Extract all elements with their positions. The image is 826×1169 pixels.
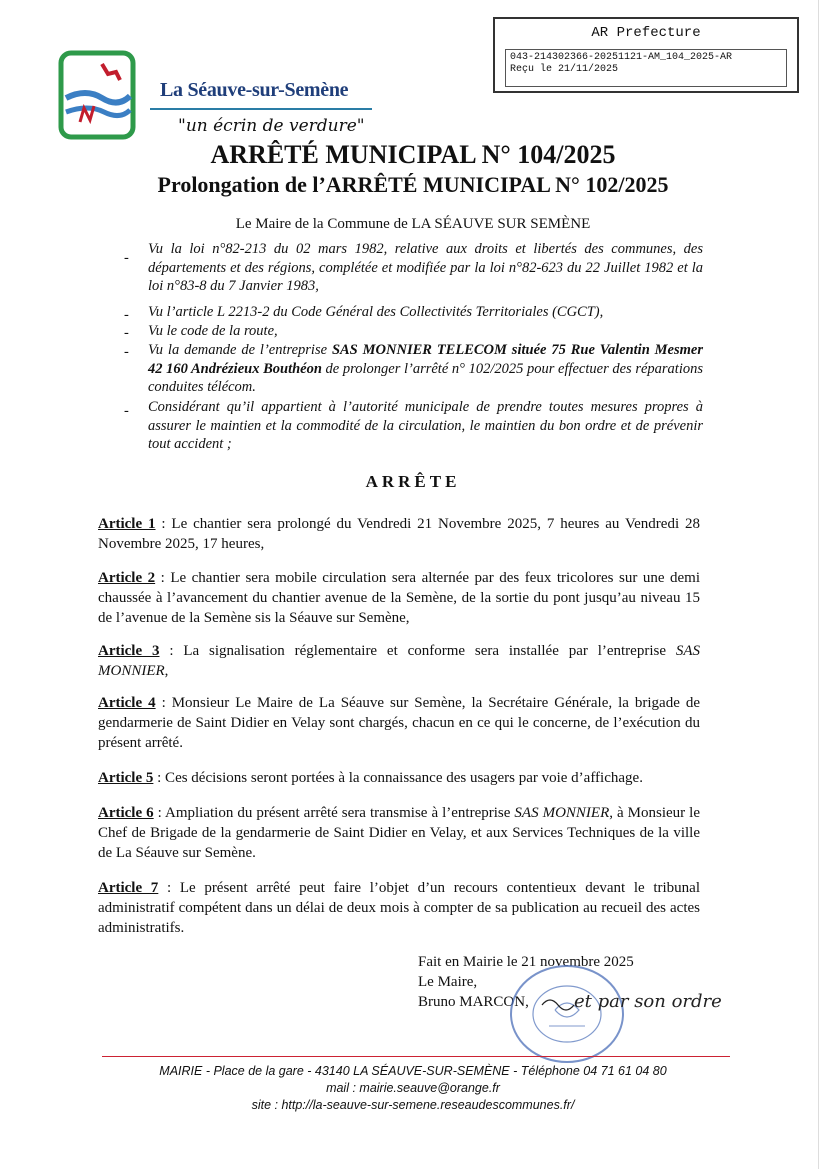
article-label: Article 7 [98, 880, 159, 896]
article-label: Article 4 [98, 695, 156, 711]
article-tail: , à Monsieur le Chef de Brigade de la gendarmerie de Saint Didier en Velay, et aux Services Techniques de la ville de La Séauve sur Semène. [98, 805, 700, 861]
signature-role: Le Maire, [418, 974, 478, 990]
article-company: SAS MONNIER [514, 805, 610, 821]
article-1 [98, 514, 700, 554]
arrete-heading: ARRÊTE [365, 472, 461, 491]
bullet-dash: - [124, 307, 129, 323]
article-text: : Monsieur Le Maire de La Séauve sur Semène, la Secrétaire Générale, la brigade de gendarmerie de Saint Didier en Velay sont chargés, chacun en ce qui le concerne, de l’exécution du présent arrêté. [98, 695, 700, 751]
article-label: Article 6 [98, 805, 154, 821]
footer-site[interactable]: site : http://la-seauve-sur-semene.reseaudescommunes.fr/ [251, 1098, 575, 1112]
bullet-dash: - [124, 403, 129, 419]
considerant-5: Considérant qu’il appartient à l’autorité municipale de prendre toutes mesures propres à assurer le maintien et la commodité de la circulation, le maintien du bon ordre et de prévenir tout accident ; [148, 399, 703, 452]
handwritten-text: et par son ordre [574, 991, 722, 1012]
article-text: : Ampliation du présent arrêté sera transmise à l’entreprise [153, 805, 515, 821]
article-4 [98, 693, 700, 753]
footer-divider [102, 1056, 730, 1057]
article-2 [98, 568, 700, 628]
town-name: La Séauve-sur-Semène [160, 79, 349, 101]
ar-title: AR Prefecture [591, 25, 701, 41]
article-company: SAS MONNIER [98, 643, 700, 679]
considerant-3: Vu le code de la route, [148, 323, 278, 339]
considerant-4-intro: Vu la demande de l’entreprise [148, 342, 332, 358]
article-label: Article 5 [98, 770, 154, 786]
article-label: Article 2 [98, 570, 156, 586]
article-3 [98, 641, 700, 681]
considerant-4-end: de prolonger l’arrêté n° 102/2025 pour effectuer des réparations conduites télécom. [148, 360, 703, 395]
town-logo-icon [58, 50, 136, 140]
mayor-line: Le Maire de la Commune de LA SÉAUVE SUR SEMÈNE [235, 216, 591, 232]
considerant-1: Vu la loi n°82-213 du 02 mars 1982, relative aux droits et libertés des communes, des départements et des régions, complétée et modifiée par la loi n°82-623 du 22 Juillet 1982 et la loi n°83-8 du 7 Janvier 1983, [148, 241, 703, 294]
article-text: : Le chantier sera prolongé du Vendredi 21 Novembre 2025, 7 heures au Vendredi 28 Novembre 2025, 17 heures, [98, 516, 700, 552]
footer-mail[interactable]: mail : mairie.seauve@orange.fr [326, 1081, 500, 1095]
ar-received: Reçu le 21/11/2025 [510, 64, 619, 75]
company-name: SAS MONNIER TELECOM située 75 Rue Valentin Mesmer 42 160 Andrézieux Bouthéon [148, 342, 703, 377]
footer-address: MAIRIE - Place de la gare - 43140 LA SÉAUVE-SUR-SEMÈNE - Téléphone 04 71 61 04 80 [159, 1064, 667, 1078]
town-slogan: "un écrin de verdure" [178, 116, 365, 136]
signature-place-date: Fait en Mairie le 21 novembre 2025 [418, 954, 634, 970]
article-tail: , [164, 663, 169, 679]
article-6 [98, 803, 700, 863]
page-subtitle: Prolongation de l’ARRÊTÉ MUNICIPAL N° 102/2025 [157, 172, 669, 197]
article-label: Article 1 [98, 516, 156, 532]
ar-reference: 043-214302366-20251121-AM_104_2025-AR [510, 52, 733, 63]
article-text: : Le présent arrêté peut faire l’objet d’un recours contentieux devant le tribunal administratif compétent dans un délai de deux mois à compter de sa publication au recueil des actes administratifs. [98, 880, 700, 936]
considerant-2: Vu l’article L 2213-2 du Code Général des Collectivités Territoriales (CGCT), [148, 304, 604, 320]
bullet-dash: - [124, 250, 129, 266]
signature-name: Bruno MARCON, [418, 994, 529, 1010]
page-title: ARRÊTÉ MUNICIPAL N° 104/2025 [210, 140, 616, 169]
article-5 [98, 768, 700, 788]
article-7 [98, 878, 700, 938]
bullet-dash: - [124, 344, 129, 360]
considerant-4 [148, 341, 703, 397]
article-label: Article 3 [98, 643, 160, 659]
ar-reference-box [505, 49, 787, 87]
logo-underline [150, 108, 372, 110]
handwritten-annotation [540, 985, 780, 1025]
article-text: : La signalisation réglementaire et conforme sera installée par l’entreprise [159, 643, 676, 659]
article-text: : Le chantier sera mobile circulation sera alternée par des feux tricolores sur une demi chaussée à l’avancement du chantier avenue de la Semène, de la sortie du pont jusqu’au niveau 15 de l’avenue de la Semène sis la Séauve sur Semène, [98, 570, 700, 626]
bullet-dash: - [124, 325, 129, 341]
ar-prefecture-box [493, 17, 799, 93]
article-text: : Ces décisions seront portées à la connaissance des usagers par voie d’affichage. [153, 770, 643, 786]
